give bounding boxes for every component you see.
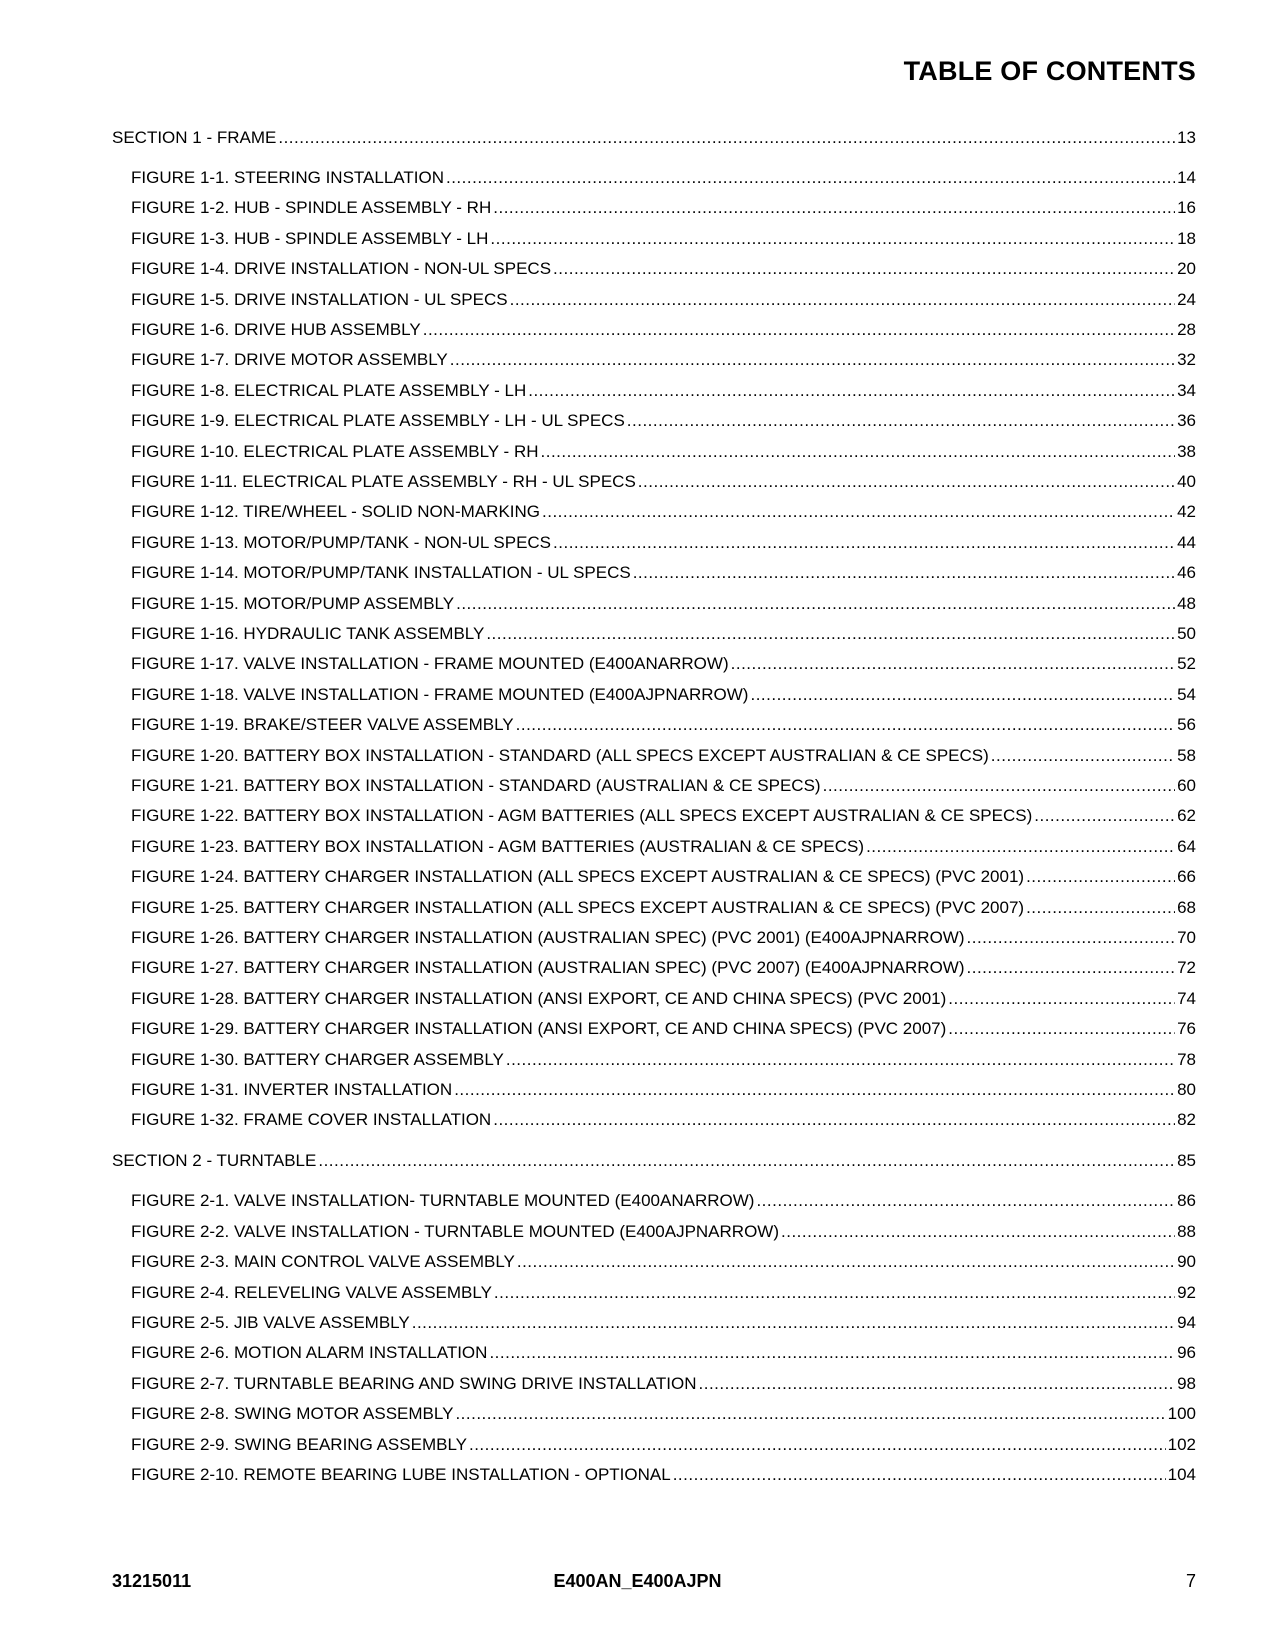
toc-figure-entry[interactable] — [0, 471, 1275, 493]
toc-entry-label: FIGURE 2-1. VALVE INSTALLATION- TURNTABLE MOUNTED (E400ANARROW) — [131, 1191, 755, 1210]
dot-leader — [493, 197, 1175, 219]
toc-entry-row — [131, 775, 1196, 797]
toc-entry-page: 20 — [1177, 259, 1196, 278]
toc-entry-label: FIGURE 1-5. DRIVE INSTALLATION - UL SPECS — [131, 290, 508, 309]
toc-section-entry[interactable] — [0, 127, 1275, 149]
toc-entry-label: FIGURE 1-29. BATTERY CHARGER INSTALLATION (ANSI EXPORT, CE AND CHINA SPECS) (PVC 2007) — [131, 1019, 947, 1038]
toc-entry-label: FIGURE 1-20. BATTERY BOX INSTALLATION - STANDARD (ALL SPECS EXCEPT AUSTRALIAN & CE SPECS) — [131, 746, 989, 765]
toc-entry-row — [131, 501, 1196, 523]
toc-entry-row — [131, 197, 1196, 219]
dot-leader — [542, 501, 1175, 523]
toc-figure-entry[interactable] — [0, 349, 1275, 371]
toc-entry-row — [131, 167, 1196, 189]
toc-figure-entry[interactable] — [0, 1190, 1275, 1212]
toc-figure-entry[interactable] — [0, 805, 1275, 827]
toc-entry-page: 46 — [1177, 563, 1196, 582]
toc-figure-entry[interactable] — [0, 258, 1275, 280]
toc-entry-row — [131, 957, 1196, 979]
toc-entry-page: 54 — [1177, 685, 1196, 704]
toc-figure-entry[interactable] — [0, 228, 1275, 250]
toc-section-entry[interactable] — [0, 1150, 1275, 1172]
dot-leader — [1034, 805, 1175, 827]
toc-entry-page: 48 — [1177, 594, 1196, 613]
toc-entry-page: 38 — [1177, 442, 1196, 461]
toc-entry-page: 52 — [1177, 654, 1196, 673]
toc-entry-page: 32 — [1177, 350, 1196, 369]
dot-leader — [1026, 866, 1175, 888]
toc-entry-page: 50 — [1177, 624, 1196, 643]
toc-entry-row — [131, 562, 1196, 584]
dot-leader — [1026, 897, 1175, 919]
toc-figure-entry[interactable] — [0, 1342, 1275, 1364]
toc-entry-row — [131, 714, 1196, 736]
toc-entry-row — [131, 1312, 1196, 1334]
dot-leader — [486, 623, 1175, 645]
toc-entry-row — [131, 836, 1196, 858]
toc-entry-page: 14 — [1177, 168, 1196, 187]
toc-entry-page: 42 — [1177, 502, 1196, 521]
toc-entry-page: 34 — [1177, 381, 1196, 400]
toc-entry-page: 60 — [1177, 776, 1196, 795]
toc-entry-row — [131, 319, 1196, 341]
toc-entry-label: FIGURE 1-24. BATTERY CHARGER INSTALLATION (ALL SPECS EXCEPT AUSTRALIAN & CE SPECS) (PVC 2001) — [131, 867, 1025, 886]
toc-entry-row — [131, 1403, 1196, 1425]
toc-figure-entry[interactable] — [0, 1049, 1275, 1071]
toc-entry-page: 85 — [1177, 1151, 1196, 1170]
toc-entry-label: FIGURE 1-14. MOTOR/PUMP/TANK INSTALLATION - UL SPECS — [131, 563, 631, 582]
toc-entry-label: FIGURE 1-28. BATTERY CHARGER INSTALLATION (ANSI EXPORT, CE AND CHINA SPECS) (PVC 2001) — [131, 989, 947, 1008]
toc-entry-page: 58 — [1177, 746, 1196, 765]
toc-entry-row — [131, 380, 1196, 402]
toc-entry-row — [131, 1373, 1196, 1395]
toc-figure-entry[interactable] — [0, 593, 1275, 615]
dot-leader — [633, 562, 1175, 584]
dot-leader — [781, 1221, 1175, 1243]
toc-entry-page: 88 — [1177, 1222, 1196, 1241]
dot-leader — [517, 1251, 1175, 1273]
toc-entry-page: 40 — [1177, 472, 1196, 491]
toc-entry-page: 70 — [1177, 928, 1196, 947]
toc-entry-page: 92 — [1177, 1283, 1196, 1302]
footer-page-number: 7 — [1185, 1571, 1196, 1591]
toc-entry-row — [131, 1251, 1196, 1273]
toc-entry-page: 72 — [1177, 958, 1196, 977]
dot-leader — [756, 1190, 1175, 1212]
toc-entry-label: FIGURE 1-19. BRAKE/STEER VALVE ASSEMBLY — [131, 715, 514, 734]
toc-figure-entry[interactable] — [0, 1434, 1275, 1456]
toc-entry-label: FIGURE 2-5. JIB VALVE ASSEMBLY — [131, 1313, 410, 1332]
dot-leader — [489, 1342, 1175, 1364]
toc-entry-page: 28 — [1177, 320, 1196, 339]
toc-figure-entry[interactable] — [0, 897, 1275, 919]
toc-entry-label: FIGURE 1-10. ELECTRICAL PLATE ASSEMBLY - RH — [131, 442, 539, 461]
toc-entry-page: 82 — [1177, 1110, 1196, 1129]
toc-figure-entry[interactable] — [0, 623, 1275, 645]
toc-entry-row — [131, 1464, 1196, 1486]
toc-entry-label: FIGURE 2-9. SWING BEARING ASSEMBLY — [131, 1435, 467, 1454]
dot-leader — [278, 127, 1175, 149]
toc-entry-page: 98 — [1177, 1374, 1196, 1393]
toc-figure-entry[interactable] — [0, 866, 1275, 888]
toc-entry-page: 78 — [1177, 1050, 1196, 1069]
toc-figure-entry[interactable] — [0, 988, 1275, 1010]
toc-entry-label: FIGURE 1-12. TIRE/WHEEL - SOLID NON-MARKING — [131, 502, 541, 521]
toc-entry-page: 94 — [1177, 1313, 1196, 1332]
toc-entry-label: FIGURE 1-15. MOTOR/PUMP ASSEMBLY — [131, 594, 455, 613]
dot-leader — [450, 349, 1175, 371]
toc-figure-entry[interactable] — [0, 775, 1275, 797]
dot-leader — [866, 836, 1175, 858]
toc-entry-row — [131, 745, 1196, 767]
toc-figure-entry[interactable] — [0, 836, 1275, 858]
toc-entry-page: 80 — [1177, 1080, 1196, 1099]
dot-leader — [456, 593, 1175, 615]
toc-entry-label: FIGURE 1-17. VALVE INSTALLATION - FRAME MOUNTED (E400ANARROW) — [131, 654, 729, 673]
dot-leader — [991, 745, 1175, 767]
toc-figure-entry[interactable] — [0, 167, 1275, 189]
dot-leader — [673, 1464, 1166, 1486]
toc-entry-page: 68 — [1177, 898, 1196, 917]
toc-figure-entry[interactable] — [0, 1079, 1275, 1101]
toc-entry-row — [131, 441, 1196, 463]
toc-figure-entry[interactable] — [0, 532, 1275, 554]
toc-entry-label: SECTION 1 - FRAME — [112, 128, 277, 147]
toc-figure-entry[interactable] — [0, 1282, 1275, 1304]
toc-entry-label: SECTION 2 - TURNTABLE — [112, 1151, 317, 1170]
toc-entry-label: FIGURE 1-22. BATTERY BOX INSTALLATION - AGM BATTERIES (ALL SPECS EXCEPT AUSTRALIAN & CE SPECS) — [131, 806, 1033, 825]
toc-figure-entry[interactable] — [0, 1221, 1275, 1243]
toc-entry-page: 64 — [1177, 837, 1196, 856]
footer-doc-number: 31215011 — [112, 1571, 192, 1591]
toc-entry-page: 104 — [1167, 1465, 1196, 1484]
toc-entry-row — [112, 127, 1196, 149]
toc-figure-entry[interactable] — [0, 1312, 1275, 1334]
page-title: TABLE OF CONTENTS — [903, 56, 1196, 86]
dot-leader — [731, 653, 1175, 675]
toc-entry-row — [131, 1221, 1196, 1243]
toc-entry-page: 62 — [1177, 806, 1196, 825]
toc-figure-entry[interactable] — [0, 745, 1275, 767]
dot-leader — [455, 1403, 1165, 1425]
dot-leader — [494, 1282, 1175, 1304]
toc-figure-entry[interactable] — [0, 1373, 1275, 1395]
toc-entry-label: FIGURE 2-6. MOTION ALARM INSTALLATION — [131, 1343, 488, 1362]
dot-leader — [490, 228, 1175, 250]
toc-figure-entry[interactable] — [0, 1018, 1275, 1040]
dot-leader — [823, 775, 1175, 797]
toc-entry-row — [131, 1049, 1196, 1071]
dot-leader — [412, 1312, 1175, 1334]
dot-leader — [528, 380, 1175, 402]
toc-figure-entry[interactable] — [0, 380, 1275, 402]
toc-entry-label: FIGURE 2-3. MAIN CONTROL VALVE ASSEMBLY — [131, 1252, 515, 1271]
toc-entry-page: 86 — [1177, 1191, 1196, 1210]
toc-entry-label: FIGURE 1-27. BATTERY CHARGER INSTALLATION (AUSTRALIAN SPEC) (PVC 2007) (E400AJPNARROW) — [131, 958, 965, 977]
toc-entry-label: FIGURE 2-10. REMOTE BEARING LUBE INSTALLATION - OPTIONAL — [131, 1465, 671, 1484]
toc-figure-entry[interactable] — [0, 957, 1275, 979]
toc-entry-label: FIGURE 1-21. BATTERY BOX INSTALLATION - STANDARD (AUSTRALIAN & CE SPECS) — [131, 776, 821, 795]
toc-figure-entry[interactable] — [0, 714, 1275, 736]
toc-entry-label: FIGURE 2-7. TURNTABLE BEARING AND SWING DRIVE INSTALLATION — [131, 1374, 697, 1393]
dot-leader — [948, 988, 1175, 1010]
toc-entry-page: 96 — [1177, 1343, 1196, 1362]
toc-figure-entry[interactable] — [0, 653, 1275, 675]
toc-entry-row — [131, 258, 1196, 280]
toc-entry-row — [131, 1342, 1196, 1364]
dot-leader — [553, 258, 1175, 280]
dot-leader — [446, 167, 1175, 189]
toc-entry-label: FIGURE 1-32. FRAME COVER INSTALLATION — [131, 1110, 492, 1129]
toc-entry-label: FIGURE 1-6. DRIVE HUB ASSEMBLY — [131, 320, 421, 339]
dot-leader — [516, 714, 1175, 736]
toc-entry-label: FIGURE 1-23. BATTERY BOX INSTALLATION - AGM BATTERIES (AUSTRALIAN & CE SPECS) — [131, 837, 865, 856]
toc-entry-label: FIGURE 1-26. BATTERY CHARGER INSTALLATION (AUSTRALIAN SPEC) (PVC 2001) (E400AJPNARROW) — [131, 928, 965, 947]
toc-entry-page: 24 — [1177, 290, 1196, 309]
toc-entry-row — [131, 897, 1196, 919]
toc-entry-row — [131, 1190, 1196, 1212]
dot-leader — [638, 471, 1175, 493]
toc-entry-page: 66 — [1177, 867, 1196, 886]
toc-entry-label: FIGURE 1-25. BATTERY CHARGER INSTALLATION (ALL SPECS EXCEPT AUSTRALIAN & CE SPECS) (PVC 2007) — [131, 898, 1025, 917]
toc-entry-row — [131, 1282, 1196, 1304]
toc-figure-entry[interactable] — [0, 562, 1275, 584]
toc-entry-label: FIGURE 1-11. ELECTRICAL PLATE ASSEMBLY - RH - UL SPECS — [131, 472, 636, 491]
toc-entry-row — [131, 927, 1196, 949]
toc-entry-page: 56 — [1177, 715, 1196, 734]
toc-entry-page: 18 — [1177, 229, 1196, 248]
dot-leader — [967, 957, 1176, 979]
toc-entry-label: FIGURE 1-13. MOTOR/PUMP/TANK - NON-UL SPECS — [131, 533, 552, 552]
toc-entry-row — [131, 1109, 1196, 1131]
toc-entry-page: 16 — [1177, 198, 1196, 217]
dot-leader — [967, 927, 1176, 949]
toc-figure-entry[interactable] — [0, 410, 1275, 432]
toc-figure-entry[interactable] — [0, 927, 1275, 949]
toc-entry-label: FIGURE 1-3. HUB - SPINDLE ASSEMBLY - LH — [131, 229, 489, 248]
toc-entry-page: 90 — [1177, 1252, 1196, 1271]
toc-figure-entry[interactable] — [0, 1464, 1275, 1486]
dot-leader — [493, 1109, 1175, 1131]
toc-figure-entry[interactable] — [0, 289, 1275, 311]
toc-entry-label: FIGURE 1-2. HUB - SPINDLE ASSEMBLY - RH — [131, 198, 492, 217]
toc-entry-row — [131, 289, 1196, 311]
dot-leader — [318, 1150, 1175, 1172]
toc-entry-label: FIGURE 1-18. VALVE INSTALLATION - FRAME MOUNTED (E400AJPNARROW) — [131, 685, 749, 704]
toc-entry-row — [131, 866, 1196, 888]
toc-figure-entry[interactable] — [0, 501, 1275, 523]
toc-entry-page: 102 — [1167, 1435, 1196, 1454]
toc-figure-entry[interactable] — [0, 684, 1275, 706]
dot-leader — [469, 1434, 1166, 1456]
dot-leader — [553, 532, 1175, 554]
toc-entry-row — [131, 228, 1196, 250]
toc-entry-label: FIGURE 1-8. ELECTRICAL PLATE ASSEMBLY - LH — [131, 381, 527, 400]
toc-entry-label: FIGURE 2-8. SWING MOTOR ASSEMBLY — [131, 1404, 454, 1423]
toc-entry-label: FIGURE 2-2. VALVE INSTALLATION - TURNTABLE MOUNTED (E400AJPNARROW) — [131, 1222, 780, 1241]
toc-entry-row — [131, 805, 1196, 827]
toc-entry-page: 36 — [1177, 411, 1196, 430]
toc-entry-row — [131, 1434, 1196, 1456]
toc-entry-row — [112, 1150, 1196, 1172]
toc-entry-page: 76 — [1177, 1019, 1196, 1038]
dot-leader — [506, 1049, 1175, 1071]
toc-entry-row — [131, 684, 1196, 706]
toc-entry-row — [131, 349, 1196, 371]
toc-figure-entry[interactable] — [0, 1403, 1275, 1425]
toc-entry-label: FIGURE 1-30. BATTERY CHARGER ASSEMBLY — [131, 1050, 504, 1069]
toc-figure-entry[interactable] — [0, 197, 1275, 219]
toc-entry-row — [131, 593, 1196, 615]
toc-entry-row — [131, 1079, 1196, 1101]
toc-entry-page: 44 — [1177, 533, 1196, 552]
toc-entry-row — [131, 410, 1196, 432]
toc-entry-label: FIGURE 1-9. ELECTRICAL PLATE ASSEMBLY - LH - UL SPECS — [131, 411, 625, 430]
toc-entry-page: 13 — [1177, 128, 1196, 147]
dot-leader — [423, 319, 1175, 341]
toc-entry-row — [131, 623, 1196, 645]
dot-leader — [750, 684, 1175, 706]
dot-leader — [627, 410, 1175, 432]
toc-entry-row — [131, 471, 1196, 493]
toc-entry-label: FIGURE 1-7. DRIVE MOTOR ASSEMBLY — [131, 350, 448, 369]
toc-entry-page: 100 — [1167, 1404, 1196, 1423]
toc-entry-label: FIGURE 1-31. INVERTER INSTALLATION — [131, 1080, 453, 1099]
toc-figure-entry[interactable] — [0, 441, 1275, 463]
toc-entry-label: FIGURE 1-4. DRIVE INSTALLATION - NON-UL SPECS — [131, 259, 552, 278]
dot-leader — [699, 1373, 1176, 1395]
dot-leader — [541, 441, 1176, 463]
toc-figure-entry[interactable] — [0, 1109, 1275, 1131]
toc-entry-label: FIGURE 1-16. HYDRAULIC TANK ASSEMBLY — [131, 624, 485, 643]
dot-leader — [948, 1018, 1175, 1040]
toc-figure-entry[interactable] — [0, 1251, 1275, 1273]
toc-entry-row — [131, 653, 1196, 675]
toc-entry-page: 74 — [1177, 989, 1196, 1008]
toc-entry-label: FIGURE 1-1. STEERING INSTALLATION — [131, 168, 444, 187]
toc-entry-row — [131, 532, 1196, 554]
dot-leader — [510, 289, 1175, 311]
toc-entry-row — [131, 988, 1196, 1010]
footer-model: E400AN_E400AJPN — [553, 1571, 722, 1591]
dot-leader — [454, 1079, 1175, 1101]
toc-entry-row — [131, 1018, 1196, 1040]
toc-entry-label: FIGURE 2-4. RELEVELING VALVE ASSEMBLY — [131, 1283, 492, 1302]
toc-figure-entry[interactable] — [0, 319, 1275, 341]
